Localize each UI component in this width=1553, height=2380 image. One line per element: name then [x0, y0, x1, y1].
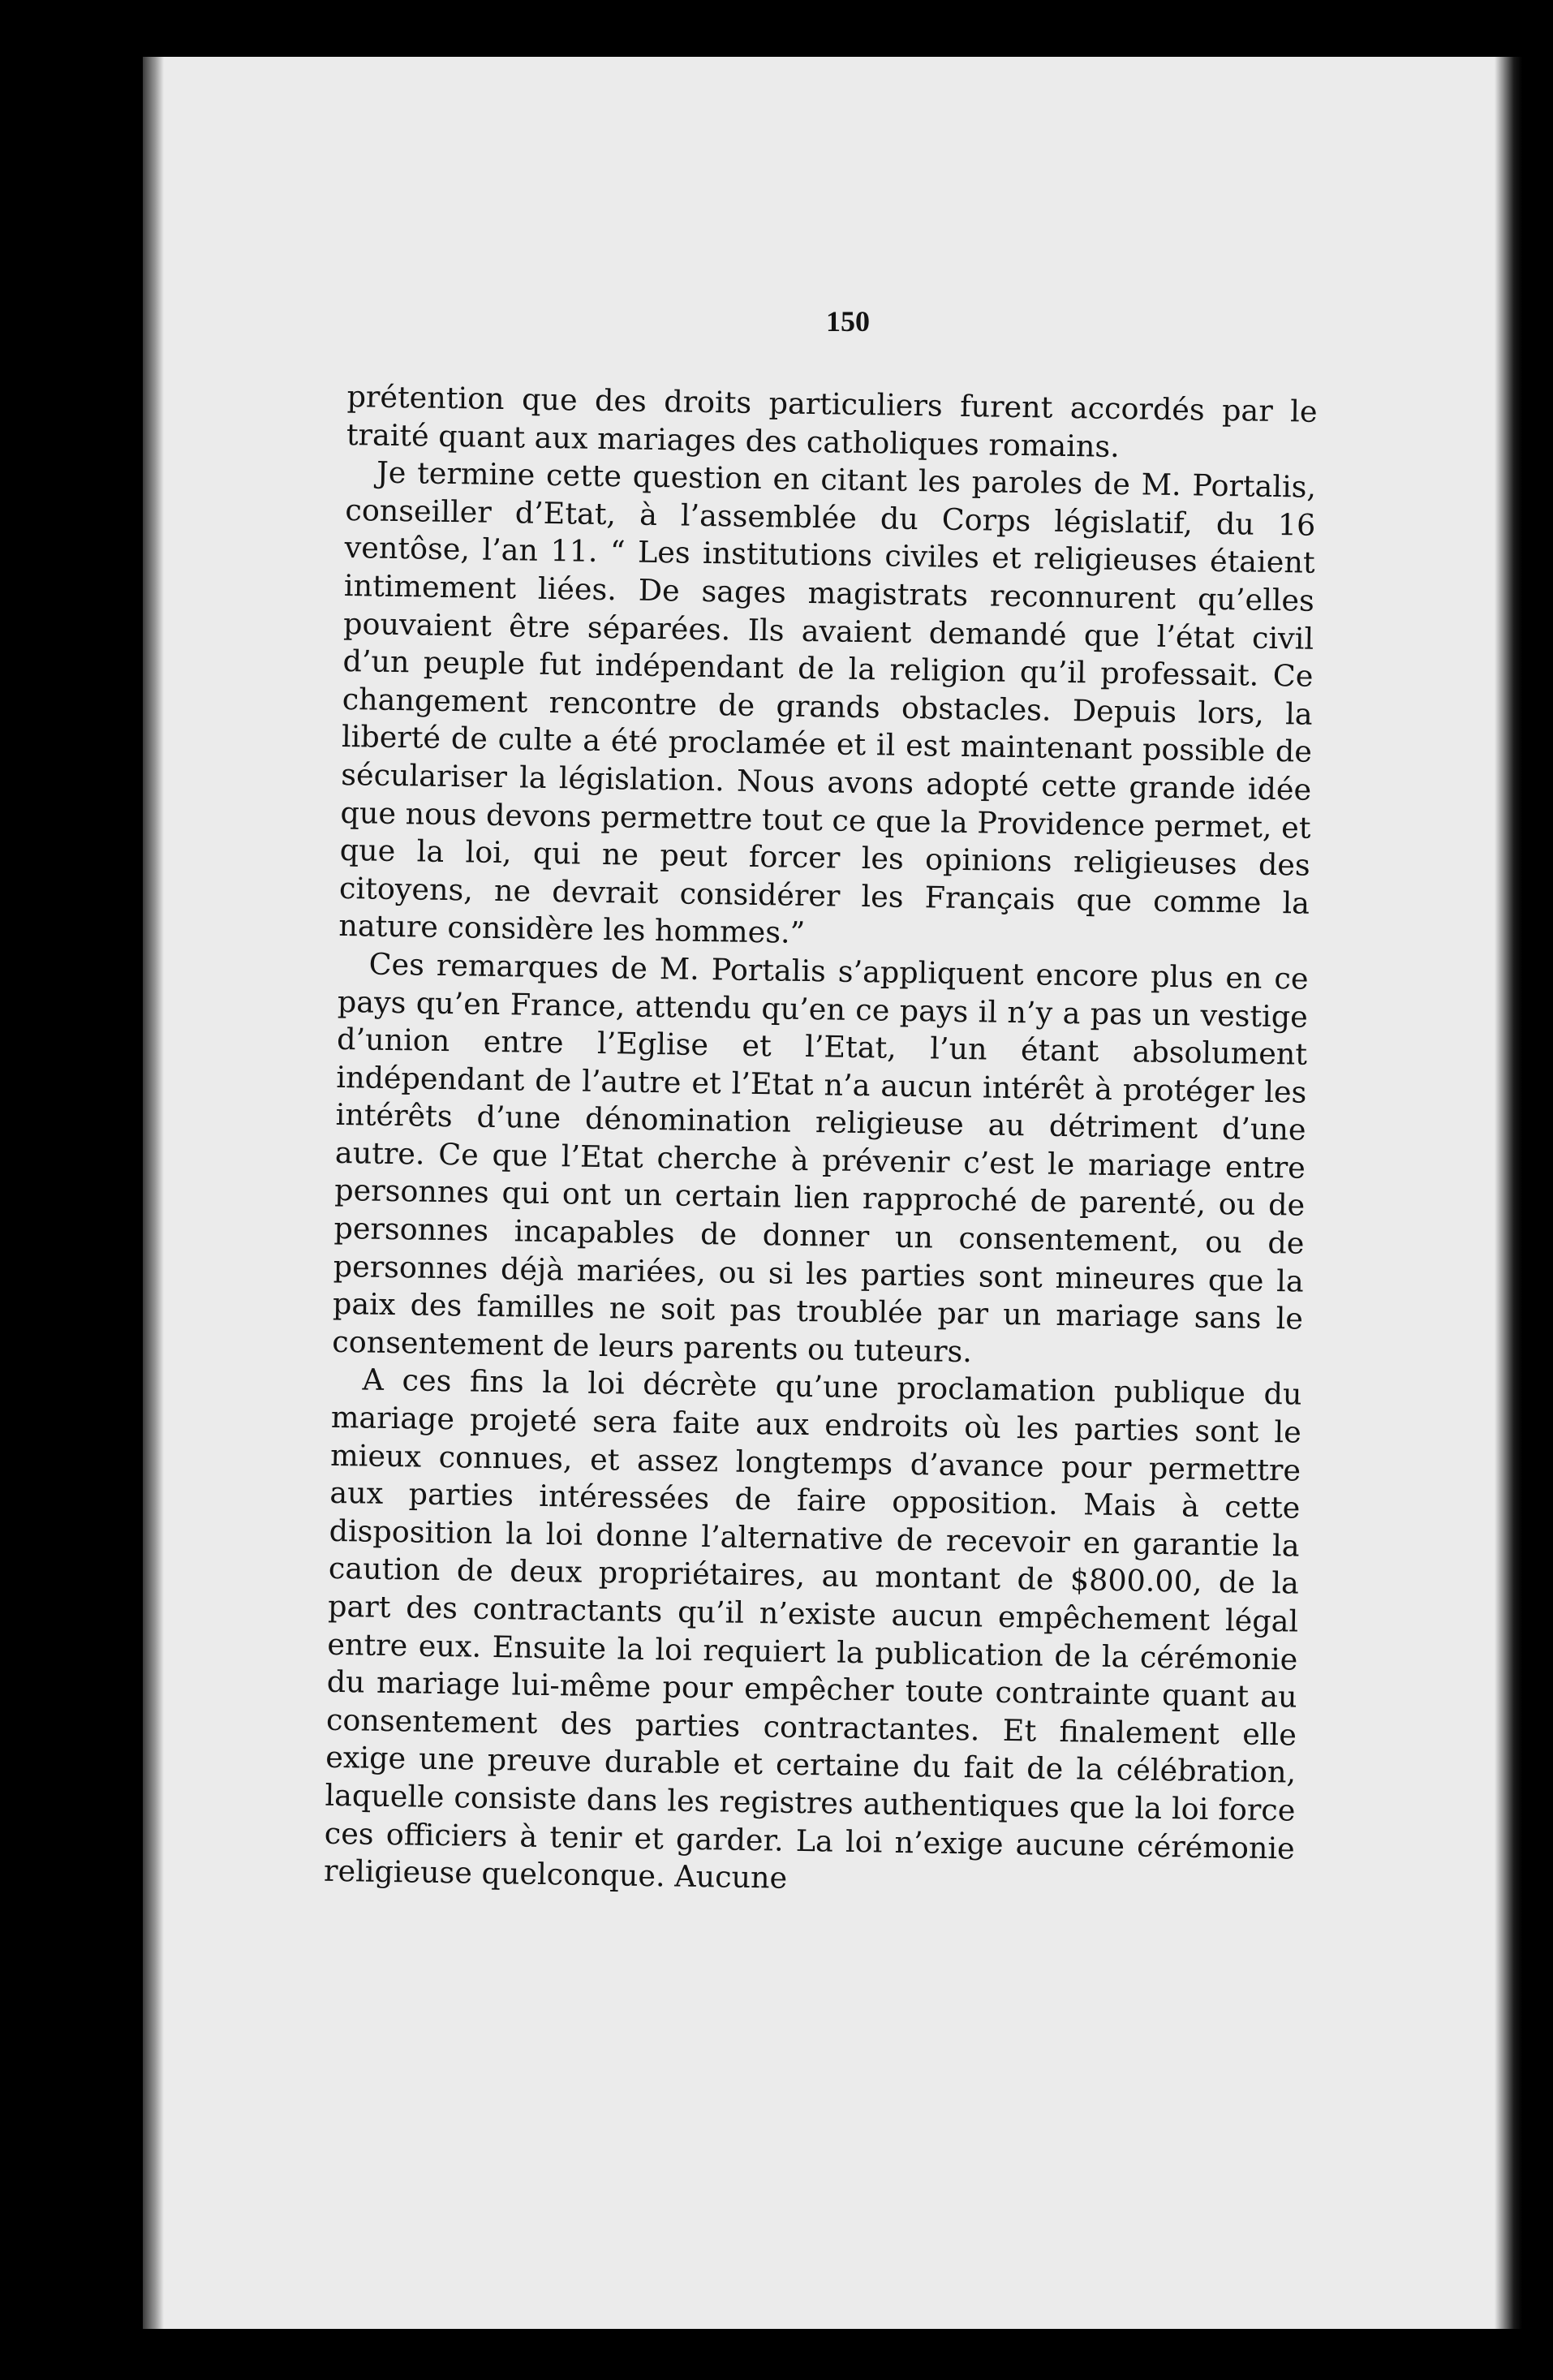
paragraph: Je termine cette question en citant les paroles de M. Portalis, conseiller d’Etat, à l’assemblée du Corps législatif, du 16 ventôse, l’an 11. “ Les institutions civiles et religieuses étaient intimement liées. De sages magistrats reconnurent qu’elles pouvaient être séparées. Ils avaient demandé que l’état civil d’un peuple fut indépendant de la religion qu’il professait. Ce changement rencontre de grands obstacles. Depuis lors, la liberté de culte a été proclamée et il est maintenant possible de séculariser la législation. Nous avons adopté cette grande idée que nous devons permettre tout ce que la Providence permet, et que la loi, qui ne peut forcer les opinions religieuses des citoyens, ne devrait considérer les Français que comme la nature considère les hommes.” [338, 454, 1317, 951]
paragraph: A ces fins la loi décrète qu’une proclamation publique du mariage projeté sera faite aux endroits où les parties sont le mieux connues, et assez longtemps d’avance pour permettre aux parties intéressées de faire opposition. Mais à cette disposition la loi donne l’alternative de recevoir en garantie la caution de deux propriétaires, au montant de $800.00, de la part des contractants qu’il n’existe aucun empêchement légal entre eux. Ensuite la loi requiert la publication de la cérémonie du mariage lui-même pour empêcher toute contrainte quant au consentement des parties contractantes. Et finalement elle exige une preuve durable et certaine du fait de la célébration, laquelle consiste dans les registres authentiques que la loi force ces officiers à tenir et garder. La loi n’exige aucune cérémonie religieuse quelconque. Aucune [323, 1362, 1302, 1896]
paragraph: prétention que des droits particuliers furent accordés par le traité quant aux mariages des catholiques romains. [346, 378, 1318, 464]
paragraph: Ces remarques de M. Portalis s’appliquent encore plus en ce pays qu’en France, attendu qu’en ce pays il n’y a pas un vestige d’union entre l’Eglise et l’Etat, l’un étant absolument indépendant de l’autre et l’Etat n’a aucun intérêt à protéger les intérêts d’une dénomination religieuse au détriment d’une autre. Ce que l’Etat cherche à prévenir c’est le mariage entre personnes qui ont un certain lien rapproché de parenté, ou de personnes incapables de donner un consentement, ou de personnes déjà mariées, ou si les parties sont mineures que la paix des familles ne soit pas troublée par un mariage sans le consentement de leurs parents ou tuteurs. [332, 946, 1309, 1370]
page-edge-shadow [143, 57, 164, 2329]
page-number: 150 [826, 305, 870, 338]
body-text [324, 378, 1318, 1905]
book-gutter [1495, 57, 1522, 2329]
